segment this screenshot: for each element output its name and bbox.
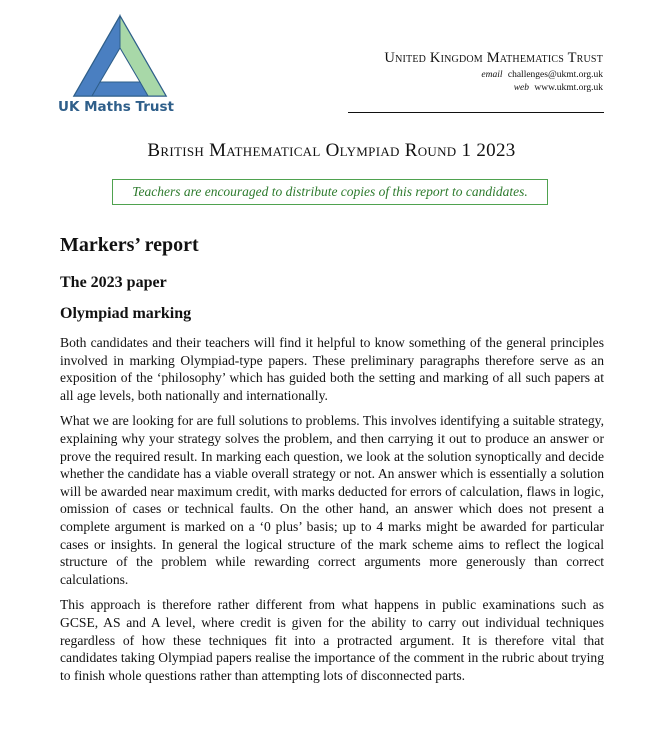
heading-olympiad-marking: Olympiad marking — [60, 305, 192, 322]
heading-markers-report: Markers’ report — [60, 234, 199, 256]
web-label: web — [513, 83, 529, 93]
logo-text: UK Maths Trust — [58, 99, 174, 115]
triangle-logo-icon — [72, 14, 168, 98]
notice-box: Teachers are encouraged to distribute copies of this report to candidates. — [112, 179, 548, 205]
heading-paper: The 2023 paper — [60, 274, 167, 291]
org-web-line — [384, 83, 603, 93]
paragraph: Both candidates and their teachers will find it helpful to know something of the general principles involved in marking Olympiad-type papers. These preliminary paragraphs therefore serve as an exposition of the ‘philosophy’ which has guided both the setting and marking of all such papers at all age levels, both nationally and internationally. — [60, 335, 604, 403]
email-label: email — [481, 70, 503, 80]
header-rule — [348, 112, 604, 113]
page-title: British Mathematical Olympiad Round 1 2023 — [147, 140, 516, 161]
org-email-line — [384, 70, 603, 80]
web-link[interactable]: www.ukmt.org.uk — [534, 83, 603, 93]
report-body — [60, 334, 604, 692]
email-link[interactable]: challenges@ukmt.org.uk — [507, 70, 603, 80]
ukmt-logo — [58, 14, 182, 120]
org-block — [384, 50, 603, 93]
paragraph: This approach is therefore rather different from what happens in public examinations such as GCSE, AS and A level, where credit is given for the ability to carry out individual techniques regardless of how these techniques fit into a protracted argument. It is therefore vital that candidates taking Olympiad papers realise the importance of the comment in the rubric about trying to finish whole questions rather than attempting lots of disconnected parts. — [60, 597, 604, 683]
paragraph: What we are looking for are full solutions to problems. This involves identifying a suitable strategy, explaining why your strategy solves the problem, and then carrying it out to produce an answer or prove the required result. In marking each question, we look at the solution synoptically and decide whether the candidate has a viable overall strategy or not. An answer which is essentially a solution will be awarded near maximum credit, with marks deducted for errors of calculation, flaws in logic, omission of cases or technical faults. On the other hand, an answer which does not present a complete argument is marked on a ‘0 plus’ basis; up to 4 marks might be awarded for particular cases or insights. In general the logical structure of the mark scheme aims to reflect the logical structure of the problem while rewarding correct arguments more generously than correct calculations. — [60, 413, 604, 587]
org-name: United Kingdom Mathematics Trust — [384, 50, 603, 66]
